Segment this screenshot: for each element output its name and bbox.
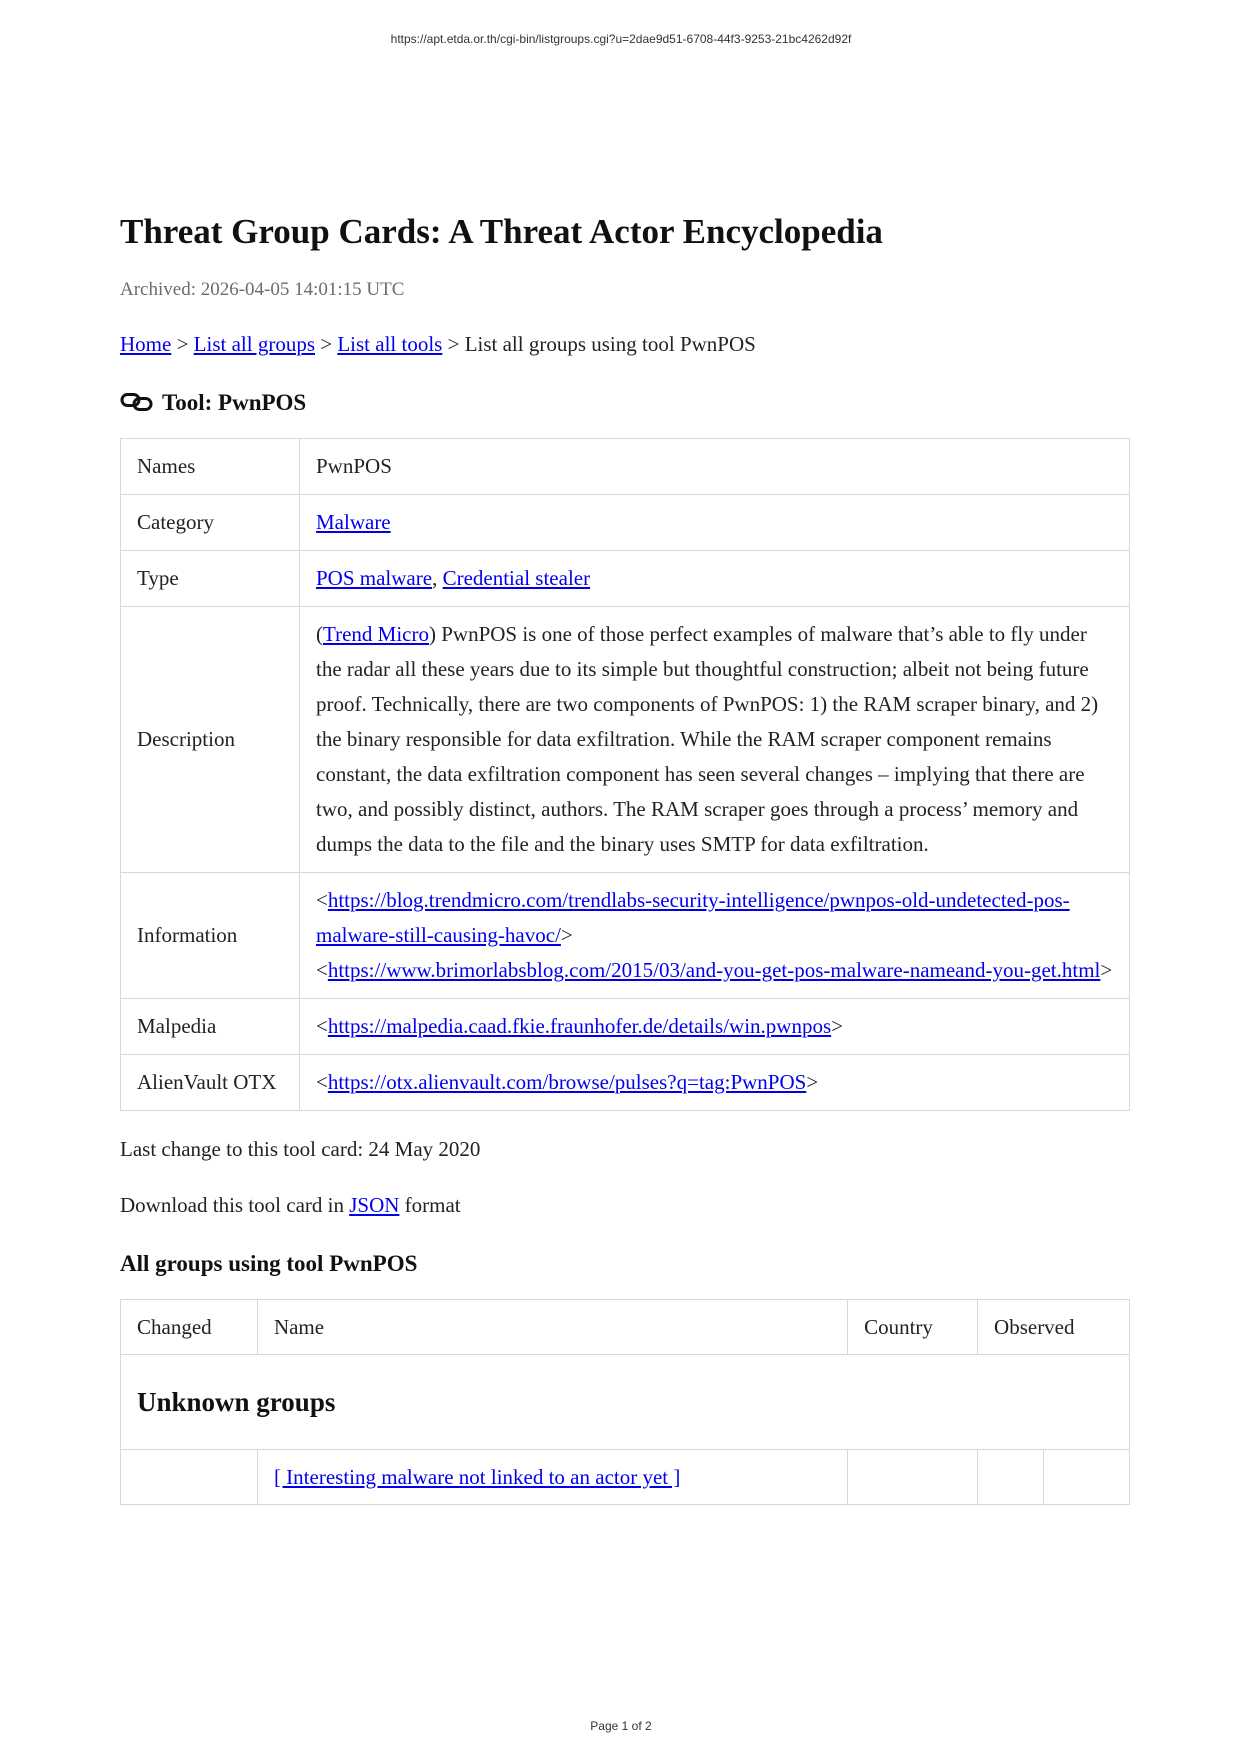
brimorlabs-info-link[interactable]: https://www.brimorlabsblog.com/2015/03/and-you-get-pos-malware-nameand-you-get.html	[327, 958, 1101, 982]
category-value	[300, 495, 1130, 551]
otx-value	[300, 1055, 1130, 1111]
table-row	[121, 1055, 1130, 1111]
table-row	[121, 439, 1130, 495]
type-value	[300, 551, 1130, 607]
angle-open: <	[316, 958, 328, 982]
otx-label: AlienVault OTX	[121, 1055, 300, 1111]
table-row	[121, 495, 1130, 551]
observed-cell-extra	[1044, 1450, 1130, 1505]
angle-close: >	[806, 1070, 819, 1094]
table-header-row	[121, 1300, 1130, 1355]
malpedia-value	[300, 999, 1130, 1055]
column-header-observed: Observed	[978, 1300, 1130, 1355]
column-header-country: Country	[848, 1300, 978, 1355]
angle-close: >	[1100, 958, 1113, 982]
json-download-link[interactable]: JSON	[349, 1193, 400, 1217]
breadcrumb-separator: >	[176, 332, 189, 356]
print-url: https://apt.etda.or.th/cgi-bin/listgroups.cgi?u=2dae9d51-6708-44f3-9253-21bc4262d92f	[390, 32, 852, 46]
description-paren: (	[316, 622, 323, 646]
page-content	[120, 210, 1130, 1505]
column-header-changed: Changed	[121, 1300, 258, 1355]
type-label: Type	[121, 551, 300, 607]
description-label: Description	[121, 607, 300, 873]
breadcrumb	[120, 330, 1130, 358]
unknown-groups-heading: Unknown groups	[121, 1355, 1130, 1450]
information-label: Information	[121, 873, 300, 999]
page-title: Threat Group Cards: A Threat Actor Encyclopedia	[120, 212, 883, 251]
breadcrumb-separator: >	[447, 332, 460, 356]
table-row	[121, 607, 1130, 873]
names-label: Names	[121, 439, 300, 495]
table-row	[121, 1450, 1130, 1505]
download-prefix: Download this tool card in	[120, 1193, 344, 1217]
info-line	[316, 953, 1113, 988]
info-line	[316, 883, 1113, 953]
breadcrumb-home-link[interactable]: Home	[120, 332, 172, 356]
column-header-name: Name	[257, 1300, 847, 1355]
type-separator: ,	[432, 566, 443, 590]
changed-cell	[121, 1450, 258, 1505]
type-credential-stealer-link[interactable]: Credential stealer	[442, 566, 591, 590]
last-change: Last change to this tool card: 24 May 2020	[120, 1137, 481, 1161]
table-row	[121, 1355, 1130, 1450]
interesting-malware-link[interactable]: [ Interesting malware not linked to an actor yet ]	[273, 1465, 681, 1489]
table-row	[121, 873, 1130, 999]
link-icon	[120, 392, 154, 412]
breadcrumb-separator: >	[320, 332, 333, 356]
archived-date: Archived: 2026-04-05 14:01:15 UTC	[120, 279, 405, 300]
breadcrumb-tools-link[interactable]: List all tools	[337, 332, 443, 356]
otx-link[interactable]: https://otx.alienvault.com/browse/pulses?q=tag:PwnPOS	[327, 1070, 807, 1094]
angle-close: >	[831, 1014, 843, 1038]
breadcrumb-groups-link[interactable]: List all groups	[193, 332, 315, 356]
angle-open: <	[316, 1070, 328, 1094]
country-cell	[848, 1450, 978, 1505]
page-footer: Page 1 of 2	[590, 1719, 652, 1733]
angle-open: <	[316, 1014, 328, 1038]
angle-open: <	[316, 888, 328, 912]
information-value	[300, 873, 1130, 999]
trendmicro-info-link[interactable]: https://blog.trendmicro.com/trendlabs-security-intelligence/pwnpos-old-undetected-pos-malware-still-causing-havoc/	[316, 888, 1070, 947]
type-pos-malware-link[interactable]: POS malware	[316, 566, 433, 590]
names-value: PwnPOS	[300, 439, 1130, 495]
category-malware-link[interactable]: Malware	[316, 510, 391, 534]
groups-table	[120, 1299, 1130, 1505]
angle-close: >	[560, 923, 573, 947]
download-suffix: format	[404, 1193, 461, 1217]
name-cell	[257, 1450, 847, 1505]
breadcrumb-current: List all groups using tool PwnPOS	[464, 332, 756, 356]
tool-heading	[120, 388, 1130, 418]
category-label: Category	[121, 495, 300, 551]
malpedia-link[interactable]: https://malpedia.caad.fkie.fraunhofer.de/details/win.pwnpos	[327, 1014, 832, 1038]
tool-heading-text: Tool: PwnPOS	[162, 390, 307, 415]
download-line	[120, 1191, 1130, 1219]
tool-card-table	[120, 438, 1130, 1111]
trend-micro-link[interactable]: Trend Micro	[323, 622, 429, 646]
groups-heading: All groups using tool PwnPOS	[120, 1251, 418, 1276]
malpedia-label: Malpedia	[121, 999, 300, 1055]
table-row	[121, 999, 1130, 1055]
observed-cell	[978, 1450, 1044, 1505]
table-row	[121, 551, 1130, 607]
description-value	[300, 607, 1130, 873]
description-text: ) PwnPOS is one of those perfect examples of malware that’s able to fly under the radar all these years due to its simple but thoughtful construction; albeit not being future proof. Technically, there are two components of PwnPOS: 1) the RAM scraper binary, and 2) the binary responsible for data exfiltration. While the RAM scraper component remains constant, the data exfiltration component has seen several changes – implying that there are two, and possibly distinct, authors. The RAM scraper goes through a process’ memory and dumps the data to the file and the binary uses SMTP for data exfiltration.	[316, 622, 1099, 856]
